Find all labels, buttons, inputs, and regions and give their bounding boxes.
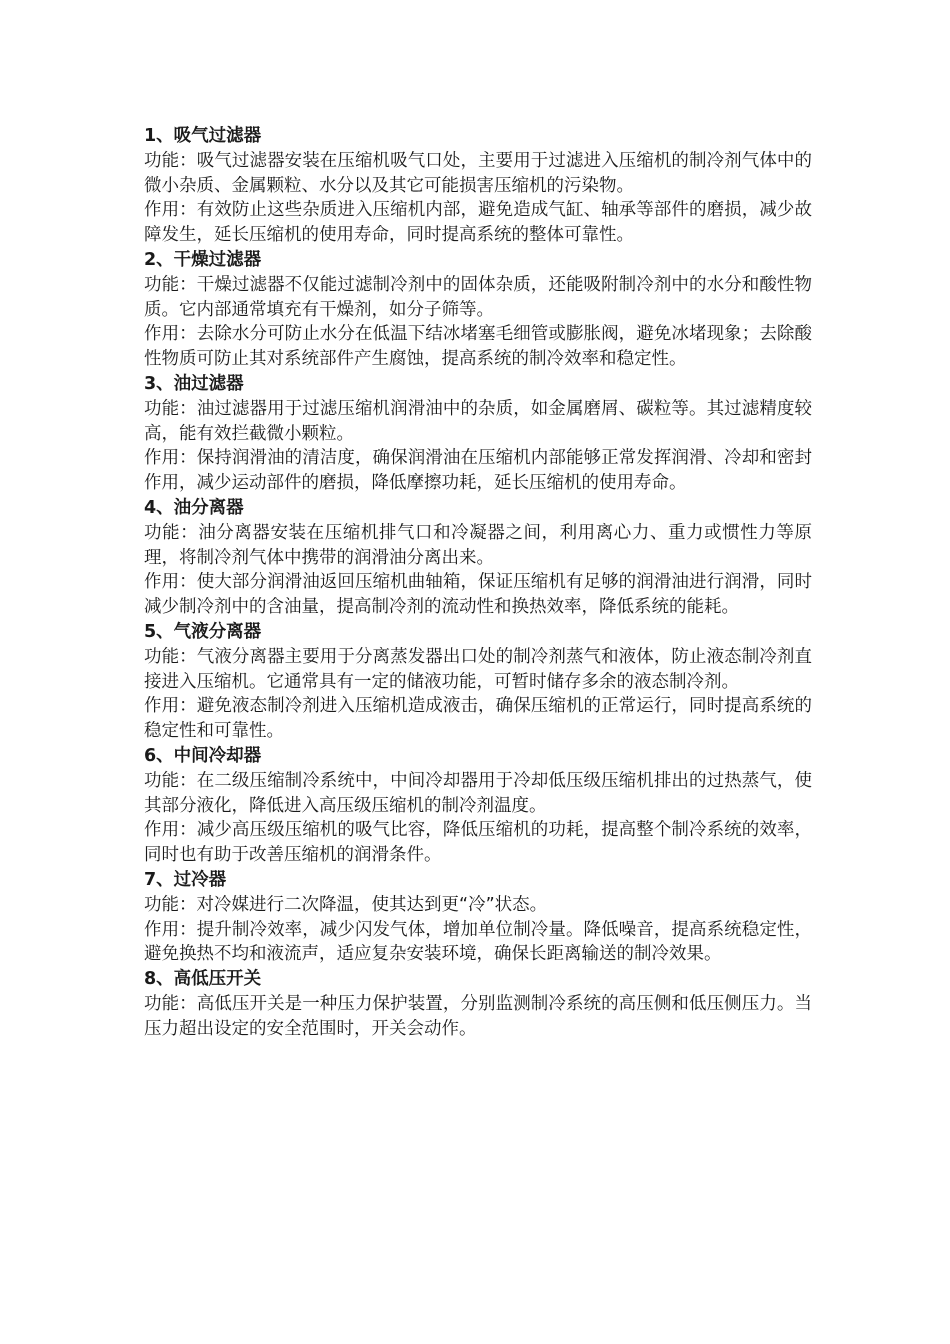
section-title: 1、吸气过滤器: [144, 126, 262, 146]
section-suction-filter: [144, 124, 812, 248]
effect-paragraph: 作用：去除水分可防止水分在低温下结冰堵塞毛细管或膨胀阀，避免冰堵现象；去除酸性物质可防止其对系统部件产生腐蚀，提高系统的制冷效率和稳定性。: [144, 324, 812, 370]
function-paragraph: 功能：在二级压缩制冷系统中，中间冷却器用于冷却低压级压缩机排出的过热蒸气，使其部分液化，降低进入高压级压缩机的制冷剂温度。: [144, 770, 812, 816]
effect-paragraph: 作用：减少高压级压缩机的吸气比容，降低压缩机的功耗，提高整个制冷系统的效率，同时也有助于改善压缩机的润滑条件。: [144, 820, 812, 866]
effect-paragraph: 作用：提升制冷效率，减少闪发气体，增加单位制冷量。降低噪音，提高系统稳定性，避免换热不均和液流声，适应复杂安装环境，确保长距离输送的制冷效果。: [144, 919, 812, 965]
section-oil-filter: [144, 372, 812, 496]
function-paragraph: 功能：气液分离器主要用于分离蒸发器出口处的制冷剂蒸气和液体，防止液态制冷剂直接进入压缩机。它通常具有一定的储液功能，可暂时储存多余的液态制冷剂。: [144, 646, 812, 692]
section-title: 8、高低压开关: [144, 969, 262, 990]
section-oil-separator: [144, 496, 812, 620]
function-paragraph: 功能：高低压开关是一种压力保护装置，分别监测制冷系统的高压侧和低压侧压力。当压力超出设定的安全范围时，开关会动作。: [144, 993, 812, 1039]
section-title: 3、油过滤器: [144, 373, 244, 394]
section-drying-filter: [144, 248, 812, 372]
section-gas-liquid-separator: [144, 620, 812, 744]
function-paragraph: 功能：油分离器安装在压缩机排气口和冷凝器之间，利用离心力、重力或惯性力等原理，将制冷剂气体中携带的润滑油分离出来。: [144, 522, 812, 568]
effect-paragraph: 作用：有效防止这些杂质进入压缩机内部，避免造成气缸、轴承等部件的磨损，减少故障发生，延长压缩机的使用寿命，同时提高系统的整体可靠性。: [144, 200, 812, 246]
section-title: 2、干燥过滤器: [144, 249, 262, 270]
effect-paragraph: 作用：使大部分润滑油返回压缩机曲轴箱，保证压缩机有足够的润滑油进行润滑，同时减少制冷剂中的含油量，提高制冷剂的流动性和换热效率，降低系统的能耗。: [144, 572, 812, 618]
function-paragraph: 功能：干燥过滤器不仅能过滤制冷剂中的固体杂质，还能吸附制冷剂中的水分和酸性物质。它内部通常填充有干燥剂，如分子筛等。: [144, 274, 812, 320]
section-pressure-switch: [144, 967, 812, 1041]
section-subcooler: [144, 868, 812, 967]
effect-paragraph: 作用：保持润滑油的清洁度，确保润滑油在压缩机内部能够正常发挥润滑、冷却和密封作用，减少运动部件的磨损，降低摩擦功耗，延长压缩机的使用寿命。: [144, 448, 812, 494]
function-paragraph: 功能：对冷媒进行二次降温，使其达到更“冷”状态。: [144, 894, 548, 915]
effect-paragraph: 作用：避免液态制冷剂进入压缩机造成液击，确保压缩机的正常运行，同时提高系统的稳定性和可靠性。: [144, 696, 812, 742]
section-title: 4、油分离器: [144, 497, 244, 518]
function-paragraph: 功能：吸气过滤器安装在压缩机吸气口处，主要用于过滤进入压缩机的制冷剂气体中的微小杂质、金属颗粒、水分以及其它可能损害压缩机的污染物。: [144, 150, 812, 196]
document-body: [144, 124, 812, 1041]
section-title: 6、中间冷却器: [144, 745, 262, 766]
section-title: 5、气液分离器: [144, 621, 262, 642]
section-intercooler: [144, 744, 812, 868]
function-paragraph: 功能：油过滤器用于过滤压缩机润滑油中的杂质，如金属磨屑、碳粒等。其过滤精度较高，能有效拦截微小颗粒。: [144, 398, 812, 444]
section-title: 7、过冷器: [144, 869, 227, 890]
